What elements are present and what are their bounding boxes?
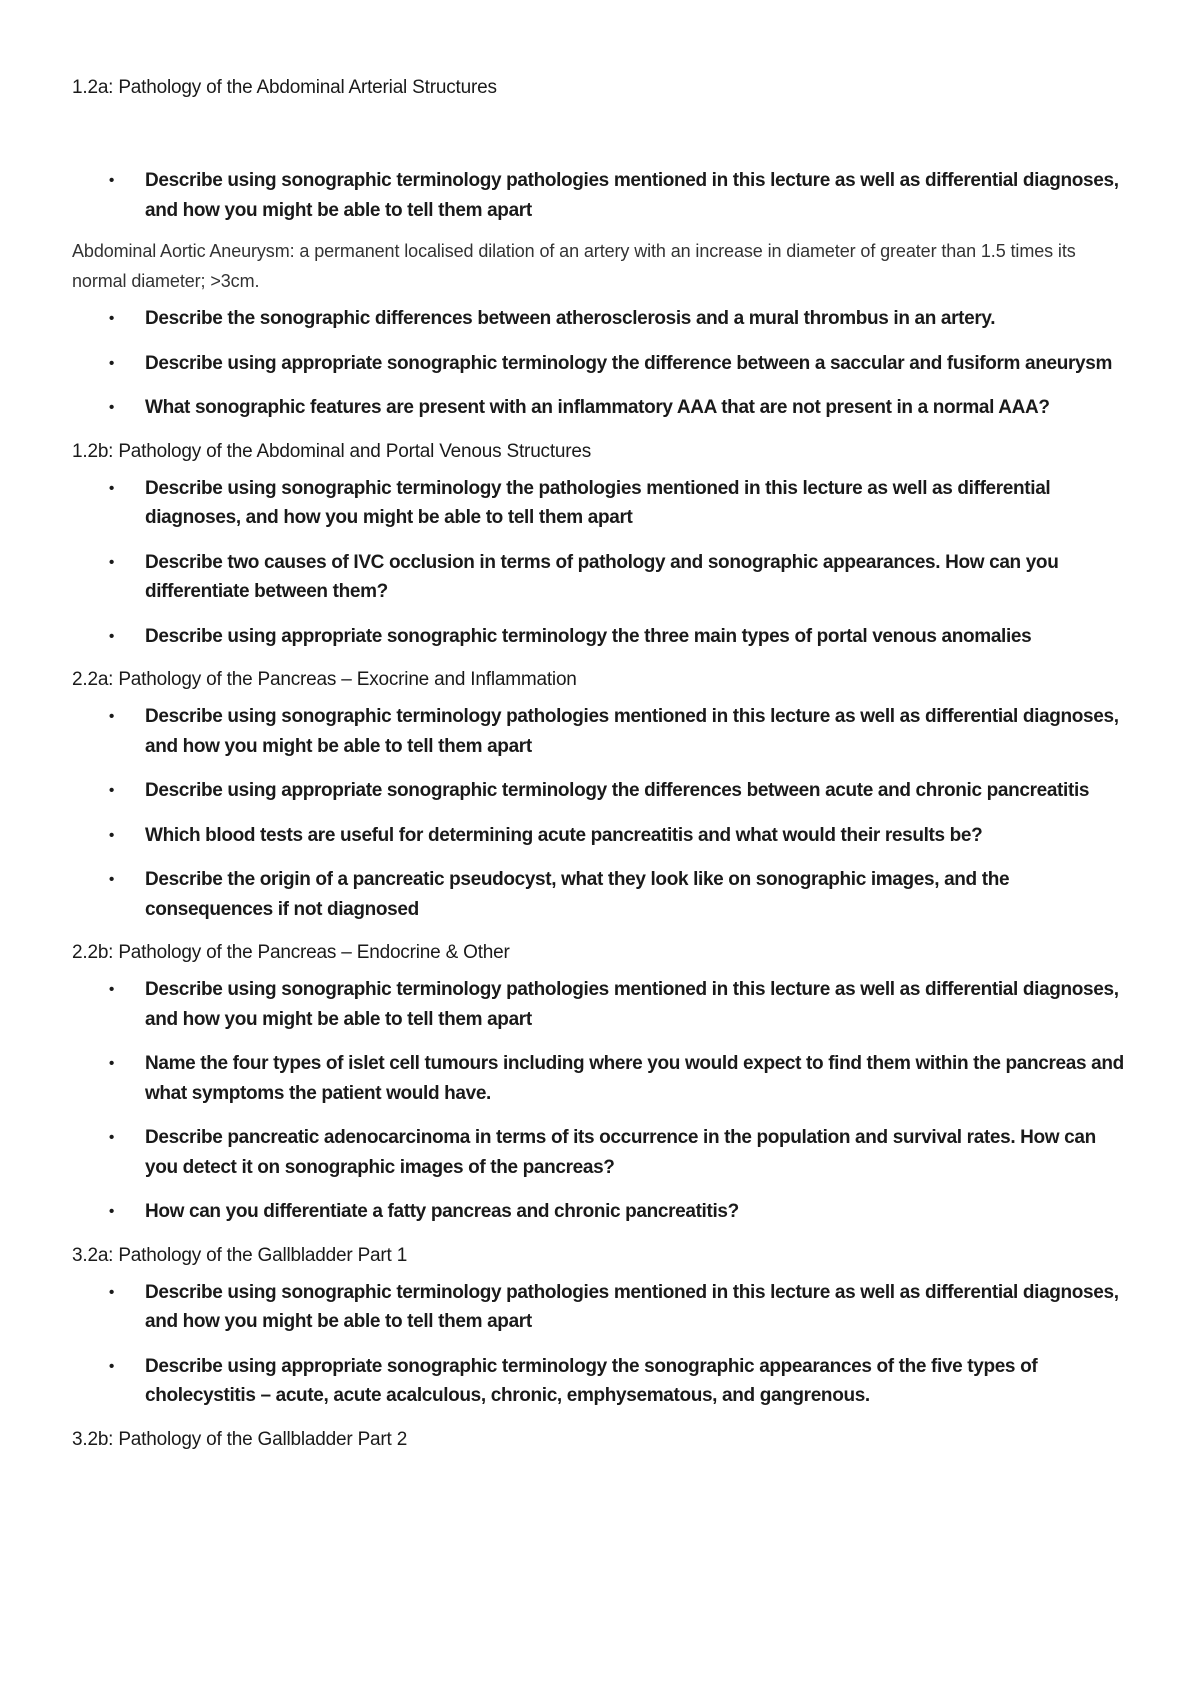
bullet-icon: • — [109, 310, 114, 327]
bullet-list — [72, 975, 1132, 1227]
bullet-text: Describe using sonographic terminology pathologies mentioned in this lecture as well as differential diagnoses, and how you might be able to tell them apart — [145, 706, 1119, 757]
bullet-icon: • — [109, 1055, 114, 1072]
definition-paragraph: Abdominal Aortic Aneurysm: a permanent localised dilation of an artery with an increase in diameter of greater than 1.5 times its normal diameter; >3cm. — [72, 241, 1076, 291]
bullet-icon: • — [109, 782, 114, 799]
bullet-list — [72, 702, 1132, 924]
document-content — [72, 74, 1132, 1462]
bullet-text: Describe using sonographic terminology pathologies mentioned in this lecture as well as differential diagnoses, and how you might be able to tell them apart — [145, 979, 1119, 1030]
bullet-icon: • — [109, 981, 114, 998]
list-item — [72, 622, 1132, 652]
list-item — [72, 548, 1132, 607]
bullet-icon: • — [109, 1283, 114, 1301]
bullet-text: Describe two causes of IVC occlusion in terms of pathology and sonographic appearances. How can you differentiate between them? — [145, 551, 1059, 602]
list-item — [72, 1352, 1132, 1411]
bullet-icon: • — [109, 399, 114, 416]
list-item — [72, 821, 1132, 851]
list-item — [72, 1123, 1132, 1182]
bullet-list — [72, 166, 1132, 225]
bullet-text: Describe using appropriate sonographic terminology the differences between acute and chronic pancreatitis — [145, 780, 1090, 801]
bullet-list — [72, 474, 1132, 652]
bullet-text: Describe using appropriate sonographic terminology the three main types of portal venous anomalies — [145, 625, 1032, 647]
list-item — [72, 474, 1132, 533]
bullet-icon: • — [109, 479, 114, 497]
section-heading: 1.2a: Pathology of the Abdominal Arterial Structures — [72, 77, 497, 98]
section-heading: 3.2b: Pathology of the Gallbladder Part 2 — [72, 1428, 408, 1450]
bullet-text: Describe using appropriate sonographic terminology the sonographic appearances of the five types of cholecystitis – acute, acute acalculous, chronic, emphysematous, and gangrenous. — [145, 1355, 1038, 1406]
section-heading: 3.2a: Pathology of the Gallbladder Part 1 — [72, 1244, 408, 1266]
section-heading: 2.2a: Pathology of the Pancreas – Exocrine and Inflammation — [72, 669, 577, 690]
list-item — [72, 166, 1132, 225]
bullet-text: Describe using sonographic terminology pathologies mentioned in this lecture as well as differential diagnoses, and how you might be able to tell them apart — [145, 170, 1119, 221]
bullet-text: Describe pancreatic adenocarcinoma in terms of its occurrence in the population and survival rates. How can you detect it on sonographic images of the pancreas? — [145, 1127, 1096, 1178]
bullet-text: Describe the origin of a pancreatic pseudocyst, what they look like on sonographic images, and the consequences if not diagnosed — [145, 869, 1010, 920]
bullet-icon: • — [109, 826, 114, 844]
bullet-list — [72, 304, 1132, 423]
bullet-icon: • — [109, 172, 114, 189]
bullet-icon: • — [109, 553, 114, 571]
list-item — [72, 776, 1132, 806]
bullet-icon: • — [109, 871, 114, 888]
bullet-text: How can you differentiate a fatty pancreas and chronic pancreatitis? — [145, 1201, 739, 1222]
bullet-icon: • — [109, 627, 114, 645]
bullet-text: Name the four types of islet cell tumours including where you would expect to find them within the pancreas and what symptoms the patient would have. — [145, 1053, 1124, 1104]
list-item — [72, 865, 1132, 924]
bullet-text: Describe the sonographic differences between atherosclerosis and a mural thrombus in an artery. — [145, 308, 996, 329]
list-item — [72, 393, 1132, 423]
bullet-text: Which blood tests are useful for determining acute pancreatitis and what would their results be? — [145, 824, 983, 846]
list-item — [72, 1278, 1132, 1337]
bullet-text: What sonographic features are present with an inflammatory AAA that are not present in a normal AAA? — [145, 397, 1050, 418]
section-heading: 2.2b: Pathology of the Pancreas – Endocrine & Other — [72, 942, 510, 963]
bullet-text: Describe using appropriate sonographic terminology the difference between a saccular and fusiform aneurysm — [145, 352, 1112, 374]
section-heading: 1.2b: Pathology of the Abdominal and Portal Venous Structures — [72, 440, 592, 462]
bullet-text: Describe using sonographic terminology pathologies mentioned in this lecture as well as differential diagnoses, and how you might be able to tell them apart — [145, 1281, 1119, 1332]
bullet-text: Describe using sonographic terminology the pathologies mentioned in this lecture as well as differential diagnoses, and how you might be able to tell them apart — [145, 477, 1051, 528]
list-item — [72, 349, 1132, 379]
bullet-icon: • — [109, 1129, 114, 1146]
list-item — [72, 702, 1132, 761]
list-item — [72, 1197, 1132, 1227]
bullet-icon: • — [109, 1357, 114, 1375]
bullet-icon: • — [109, 1203, 114, 1220]
list-item — [72, 975, 1132, 1034]
bullet-icon: • — [109, 354, 114, 372]
bullet-list — [72, 1278, 1132, 1411]
list-item — [72, 1049, 1132, 1108]
list-item — [72, 304, 1132, 334]
bullet-icon: • — [109, 708, 114, 725]
